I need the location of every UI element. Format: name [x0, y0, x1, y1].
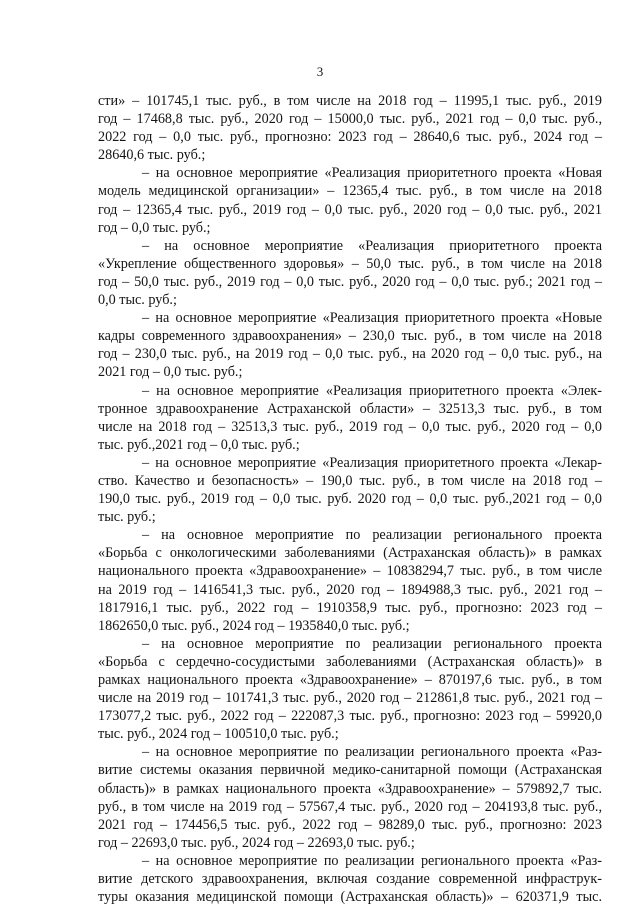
text-line: руб., в том числе на 2019 год – 57567,4 тыс. руб., 2020 год – 204193,8 тыс. руб.,	[98, 798, 602, 815]
text-line: тыс. руб.,2021 год – 0,0 тыс. руб.;	[98, 436, 300, 453]
text-line: витие системы оказания первичной медико-санитарной помощи (Астраханская	[98, 762, 602, 779]
text-line: – на основное мероприятие «Реализация приоритетного проекта «Новые	[142, 310, 602, 327]
text-line: год – 50,0 тыс. руб., 2019 год – 0,0 тыс. руб., 2020 год – 0,0 тыс. руб.; 2021 год –	[98, 273, 602, 290]
text-line: «Борьба с онкологическими заболеваниями (Астраханская область)» в рамках	[98, 545, 602, 562]
text-line: тронное здравоохранение Астраханской области» – 32513,3 тыс. руб., в том	[98, 400, 602, 417]
text-line: 173077,2 тыс. руб., 2022 год – 222087,3 тыс. руб., прогнозно: 2023 год – 59920,0	[98, 708, 602, 725]
text-line: 2022 год – 0,0 тыс. руб., прогнозно: 2023 год – 28640,6 тыс. руб., 2024 год –	[98, 129, 602, 146]
text-line: – на основное мероприятие по реализации регионального проекта	[142, 635, 602, 652]
text-line: – на основное мероприятие «Реализация приоритетного проекта «Новая	[142, 165, 602, 182]
text-line: 28640,6 тыс. руб.;	[98, 147, 206, 164]
text-line: 1862650,0 тыс. руб., 2024 год – 1935840,0 тыс. руб.;	[98, 617, 410, 634]
text-line: витие детского здравоохранения, включая создание современной инфраструк-	[98, 871, 602, 888]
text-line: числе на 2019 год – 101741,3 тыс. руб., 2020 год – 212861,8 тыс. руб., 2021 год –	[98, 690, 602, 707]
text-line: – на основное мероприятие «Реализация приоритетного проекта	[142, 237, 602, 254]
text-line: год – 17468,8 тыс. руб., 2020 год – 15000,0 тыс. руб., 2021 год – 0,0 тыс. руб.,	[98, 111, 602, 128]
text-line: год – 12365,4 тыс. руб., 2019 год – 0,0 тыс. руб., 2020 год – 0,0 тыс. руб., 2021	[98, 201, 602, 218]
text-line: кадры современного здравоохранения» – 230,0 тыс. руб., в том числе на 2018	[98, 328, 602, 345]
text-line: год – 0,0 тыс. руб.;	[98, 219, 211, 236]
text-line: числе на 2018 год – 32513,3 тыс. руб., 2019 год – 0,0 тыс. руб., 2020 год – 0,0	[98, 418, 602, 435]
text-line: 190,0 тыс. руб., 2019 год – 0,0 тыс. руб. 2020 год – 0,0 тыс. руб.,2021 год – 0,0	[98, 491, 602, 508]
text-line: рамках национального проекта «Здравоохранение» – 870197,6 тыс. руб., в том	[98, 672, 602, 688]
text-line: на 2019 год – 1416541,3 тыс. руб., 2020 год – 1894988,3 тыс. руб., 2021 год –	[98, 581, 602, 598]
text-line: год – 230,0 тыс. руб., на 2019 год – 0,0 тыс. руб., на 2020 год – 0,0 тыс. руб., на	[98, 346, 602, 363]
text-line: модель медицинской организации» – 12365,4 тыс. руб., в том числе на 2018	[98, 183, 602, 200]
text-line: – на основное мероприятие по реализации регионального проекта «Раз-	[142, 744, 602, 761]
text-line: область)» в рамках национального проекта «Здравоохранение» – 579892,7 тыс.	[98, 780, 602, 797]
text-line: тыс. руб., 2024 год – 100510,0 тыс. руб.;	[98, 726, 339, 743]
text-line: 0,0 тыс. руб.;	[98, 292, 177, 309]
text-line: – на основное мероприятие «Реализация приоритетного проекта «Лекар-	[142, 454, 602, 471]
text-line: 1817916,1 тыс. руб., 2022 год – 1910358,9 тыс. руб., прогнозно: 2023 год –	[98, 599, 602, 616]
text-line: – на основное мероприятие «Реализация приоритетного проекта «Элек-	[142, 382, 602, 399]
text-line: «Укрепление общественного здоровья» – 50,0 тыс. руб., в том числе на 2018	[98, 255, 602, 272]
text-line: сти» – 101745,1 тыс. руб., в том числе на 2018 год – 11995,1 тыс. руб., 2019	[98, 93, 602, 109]
text-line: национального проекта «Здравоохранение» – 10838294,7 тыс. руб., в том числе	[98, 563, 602, 580]
text-line: 2021 год – 174456,5 тыс. руб., 2022 год – 98289,0 тыс. руб., прогнозно: 2023	[98, 816, 602, 833]
text-line: 2021 год – 0,0 тыс. руб.;	[98, 364, 243, 381]
text-line: – на основное мероприятие по реализации регионального проекта	[142, 527, 602, 544]
page-number: 3	[316, 64, 324, 79]
text-line: «Борьба с сердечно-сосудистыми заболеваниями (Астраханская область)» в	[98, 653, 602, 670]
text-line: туры оказания медицинской помощи (Астраханская область)» – 620371,9 тыс.	[98, 889, 602, 906]
text-line: – на основное мероприятие по реализации регионального проекта «Раз-	[142, 852, 602, 869]
text-line: ство. Качество и безопасность» – 190,0 тыс. руб., в том числе на 2018 год –	[98, 472, 602, 489]
document-body	[98, 92, 602, 906]
text-line: тыс. руб.;	[98, 509, 156, 526]
text-line: год – 22693,0 тыс. руб., 2024 год – 22693,0 тыс. руб.;	[98, 834, 415, 851]
